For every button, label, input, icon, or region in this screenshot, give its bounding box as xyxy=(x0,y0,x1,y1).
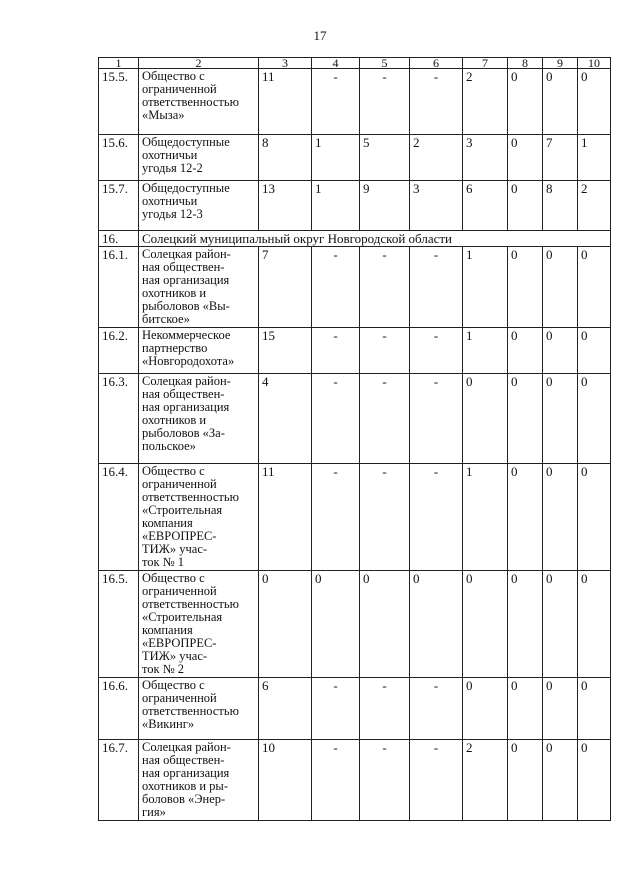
organization-name-line: битское» xyxy=(142,312,190,326)
header-cell: 7 xyxy=(463,58,508,69)
value-cell: - xyxy=(360,247,410,328)
section-row xyxy=(99,231,611,247)
value-cell: 9 xyxy=(360,181,410,231)
section-title: Солецкий муниципальный округ Новгородской области xyxy=(139,231,611,247)
value-cell: - xyxy=(410,740,463,821)
value-cell: 0 xyxy=(508,678,543,740)
value-cell: 10 xyxy=(259,740,312,821)
organization-name-line: «ЕВРОПРЕС- xyxy=(142,529,217,543)
organization-name-line: охотничьи xyxy=(142,194,198,208)
value-cell: - xyxy=(312,328,360,374)
value-cell: 2 xyxy=(463,740,508,821)
value-cell: 0 xyxy=(543,571,578,678)
value-cell: - xyxy=(360,464,410,571)
organization-name-line: ограниченной xyxy=(142,691,217,705)
value-cell: - xyxy=(410,69,463,135)
table-row xyxy=(99,740,611,821)
value-cell: 0 xyxy=(543,678,578,740)
organization-name-line: ответственностью xyxy=(142,95,239,109)
value-cell: 8 xyxy=(259,135,312,181)
value-cell: 15 xyxy=(259,328,312,374)
value-cell: 0 xyxy=(259,571,312,678)
table-row xyxy=(99,374,611,464)
value-cell: - xyxy=(410,328,463,374)
value-cell: 2 xyxy=(578,181,611,231)
organization-name-line: ограниченной xyxy=(142,584,217,598)
value-cell: 6 xyxy=(259,678,312,740)
value-cell: - xyxy=(312,374,360,464)
organization-name xyxy=(139,69,259,135)
organization-name-line: угодья 12-3 xyxy=(142,207,203,221)
header-cell: 4 xyxy=(312,58,360,69)
hunting-grounds-table xyxy=(98,57,611,821)
row-number: 16.6. xyxy=(99,678,139,740)
organization-name-line: ТИЖ» учас- xyxy=(142,649,208,663)
row-number: 16.7. xyxy=(99,740,139,821)
organization-name-line: ответственностью xyxy=(142,704,239,718)
organization-name-line: ответственностью xyxy=(142,490,239,504)
value-cell: 0 xyxy=(543,328,578,374)
header-cell: 5 xyxy=(360,58,410,69)
organization-name-line: боловов «Энер- xyxy=(142,792,226,806)
organization-name-line: ная организация xyxy=(142,273,230,287)
organization-name-line: партнерство xyxy=(142,341,208,355)
value-cell: 0 xyxy=(463,571,508,678)
value-cell: 0 xyxy=(578,69,611,135)
value-cell: 0 xyxy=(543,247,578,328)
organization-name xyxy=(139,571,259,678)
organization-name-line: ная организация xyxy=(142,766,230,780)
value-cell: 1 xyxy=(463,247,508,328)
value-cell: 0 xyxy=(578,328,611,374)
organization-name-line: «Мыза» xyxy=(142,108,185,122)
organization-name-line: ток № 1 xyxy=(142,555,185,569)
table-row xyxy=(99,135,611,181)
organization-name-line: ная обществен- xyxy=(142,387,225,401)
value-cell: 0 xyxy=(578,571,611,678)
organization-name-line: польское» xyxy=(142,439,196,453)
value-cell: 1 xyxy=(463,464,508,571)
value-cell: 3 xyxy=(410,181,463,231)
value-cell: 1 xyxy=(578,135,611,181)
value-cell: 0 xyxy=(543,69,578,135)
value-cell: 1 xyxy=(312,181,360,231)
page-number: 17 xyxy=(313,28,327,43)
value-cell: 0 xyxy=(543,740,578,821)
organization-name-line: Общество с xyxy=(142,678,205,692)
value-cell: - xyxy=(410,678,463,740)
table-row xyxy=(99,571,611,678)
value-cell: 2 xyxy=(463,69,508,135)
organization-name-line: Некоммерческое xyxy=(142,328,231,342)
value-cell: 0 xyxy=(543,374,578,464)
organization-name-line: ная обществен- xyxy=(142,260,225,274)
organization-name xyxy=(139,247,259,328)
organization-name xyxy=(139,135,259,181)
organization-name xyxy=(139,678,259,740)
row-number: 15.6. xyxy=(99,135,139,181)
organization-name-line: компания xyxy=(142,516,193,530)
organization-name-line: ТИЖ» учас- xyxy=(142,542,208,556)
organization-name xyxy=(139,328,259,374)
value-cell: - xyxy=(312,69,360,135)
header-cell: 6 xyxy=(410,58,463,69)
table-row xyxy=(99,464,611,571)
header-cell: 10 xyxy=(578,58,611,69)
organization-name-line: Общество с xyxy=(142,69,205,83)
organization-name-line: Солецкая район- xyxy=(142,740,231,754)
table-body xyxy=(99,58,611,821)
value-cell: - xyxy=(410,464,463,571)
value-cell: - xyxy=(360,328,410,374)
table-row xyxy=(99,247,611,328)
organization-name-line: компания xyxy=(142,623,193,637)
value-cell: 4 xyxy=(259,374,312,464)
value-cell: 5 xyxy=(360,135,410,181)
organization-name-line: Общество с xyxy=(142,571,205,585)
organization-name-line: «Новгородохота» xyxy=(142,354,235,368)
value-cell: 0 xyxy=(578,247,611,328)
value-cell: - xyxy=(312,247,360,328)
value-cell: 3 xyxy=(463,135,508,181)
value-cell: 0 xyxy=(508,69,543,135)
header-cell: 1 xyxy=(99,58,139,69)
table-row xyxy=(99,69,611,135)
organization-name-line: ответственностью xyxy=(142,597,239,611)
organization-name-line: ток № 2 xyxy=(142,662,185,676)
value-cell: 0 xyxy=(508,328,543,374)
organization-name-line: «Строительная xyxy=(142,610,223,624)
organization-name-line: Общедоступные xyxy=(142,181,230,195)
value-cell: 0 xyxy=(508,740,543,821)
value-cell: 7 xyxy=(543,135,578,181)
value-cell: 0 xyxy=(410,571,463,678)
organization-name-line: охотничьи xyxy=(142,148,198,162)
value-cell: 0 xyxy=(360,571,410,678)
header-row xyxy=(99,58,611,69)
value-cell: 0 xyxy=(463,374,508,464)
organization-name-line: ная обществен- xyxy=(142,753,225,767)
row-number: 16.1. xyxy=(99,247,139,328)
organization-name-line: «Викинг» xyxy=(142,717,195,731)
organization-name-line: охотников и xyxy=(142,286,207,300)
value-cell: 0 xyxy=(508,464,543,571)
value-cell: - xyxy=(410,247,463,328)
value-cell: 0 xyxy=(508,181,543,231)
organization-name-line: Общедоступные xyxy=(142,135,230,149)
organization-name-line: ограниченной xyxy=(142,82,217,96)
value-cell: 0 xyxy=(578,740,611,821)
organization-name xyxy=(139,740,259,821)
row-number: 16.5. xyxy=(99,571,139,678)
value-cell: - xyxy=(312,464,360,571)
value-cell: 1 xyxy=(312,135,360,181)
value-cell: 2 xyxy=(410,135,463,181)
value-cell: - xyxy=(360,69,410,135)
header-cell: 2 xyxy=(139,58,259,69)
header-cell: 8 xyxy=(508,58,543,69)
value-cell: 0 xyxy=(578,374,611,464)
row-number: 16. xyxy=(99,231,139,247)
organization-name-line: ная организация xyxy=(142,400,230,414)
organization-name-line: Общество с xyxy=(142,464,205,478)
table-row xyxy=(99,678,611,740)
value-cell: 0 xyxy=(508,247,543,328)
table-row xyxy=(99,328,611,374)
value-cell: 0 xyxy=(578,678,611,740)
value-cell: - xyxy=(312,740,360,821)
organization-name-line: «ЕВРОПРЕС- xyxy=(142,636,217,650)
organization-name-line: гия» xyxy=(142,805,166,819)
organization-name-line: охотников и xyxy=(142,413,207,427)
organization-name-line: ограниченной xyxy=(142,477,217,491)
value-cell: - xyxy=(312,678,360,740)
organization-name xyxy=(139,374,259,464)
organization-name-line: Солецкая район- xyxy=(142,247,231,261)
row-number: 15.7. xyxy=(99,181,139,231)
value-cell: 11 xyxy=(259,69,312,135)
value-cell: - xyxy=(360,678,410,740)
header-cell: 3 xyxy=(259,58,312,69)
row-number: 16.4. xyxy=(99,464,139,571)
value-cell: 0 xyxy=(508,571,543,678)
row-number: 16.2. xyxy=(99,328,139,374)
row-number: 16.3. xyxy=(99,374,139,464)
value-cell: 6 xyxy=(463,181,508,231)
value-cell: 0 xyxy=(543,464,578,571)
value-cell: 0 xyxy=(463,678,508,740)
value-cell: 13 xyxy=(259,181,312,231)
organization-name-line: угодья 12-2 xyxy=(142,161,203,175)
value-cell: 11 xyxy=(259,464,312,571)
value-cell: 1 xyxy=(463,328,508,374)
value-cell: - xyxy=(410,374,463,464)
value-cell: 0 xyxy=(312,571,360,678)
organization-name-line: рыболовов «За- xyxy=(142,426,225,440)
organization-name xyxy=(139,464,259,571)
organization-name-line: «Строительная xyxy=(142,503,223,517)
organization-name xyxy=(139,181,259,231)
organization-name-line: охотников и ры- xyxy=(142,779,228,793)
row-number: 15.5. xyxy=(99,69,139,135)
organization-name-line: рыболовов «Вы- xyxy=(142,299,230,313)
header-cell: 9 xyxy=(543,58,578,69)
value-cell: 7 xyxy=(259,247,312,328)
value-cell: 0 xyxy=(578,464,611,571)
table-row xyxy=(99,181,611,231)
value-cell: 0 xyxy=(508,135,543,181)
value-cell: - xyxy=(360,740,410,821)
organization-name-line: Солецкая район- xyxy=(142,374,231,388)
value-cell: 8 xyxy=(543,181,578,231)
value-cell: 0 xyxy=(508,374,543,464)
value-cell: - xyxy=(360,374,410,464)
